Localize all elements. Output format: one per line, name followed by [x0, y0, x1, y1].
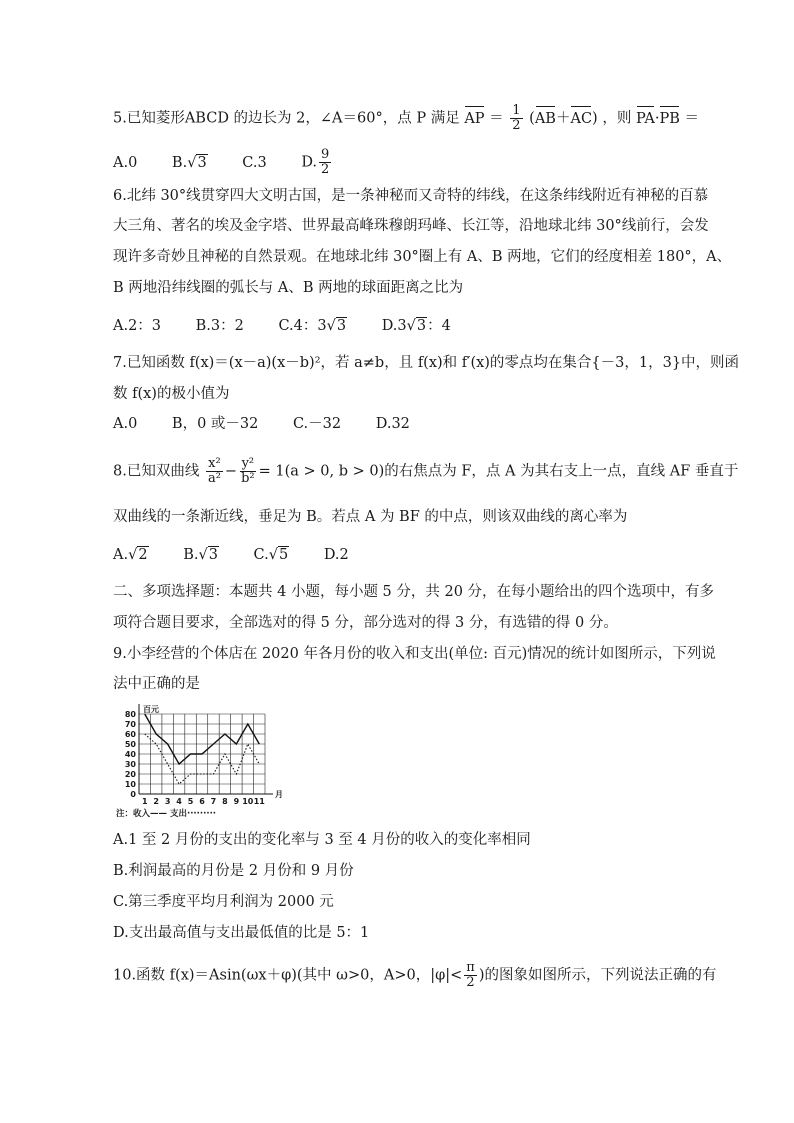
fraction-half: $\frac{1}{2}$ — [512, 103, 521, 133]
x-tick-label: 8 — [222, 797, 228, 806]
q9-option-d: D.支出最高值与支出最低值的比是 5：1 — [113, 925, 370, 941]
income-expense-chart — [113, 700, 293, 820]
y-axis-label: 百元 — [143, 705, 159, 714]
vector-ac: AC — [570, 110, 593, 127]
y-tick-label: 20 — [124, 770, 136, 779]
q5-option-d: D. $\frac{9}{2}$ — [301, 147, 330, 177]
x-tick-label: 4 — [176, 797, 182, 806]
vector-ap: AP — [464, 110, 485, 127]
x-tick-label: 3 — [164, 797, 171, 806]
y-tick-label: 50 — [124, 740, 136, 749]
q8-option-c: C.√5 — [253, 547, 289, 563]
q9-line-1: 9.小李经营的个体店在 2020 年各月份的收入和支出(单位: 百元)情况的统计如图所示，下列说 — [113, 646, 716, 662]
q6-option-d: D.3√3：4 — [381, 318, 451, 334]
vector-pa: PA — [635, 110, 655, 127]
q8-options — [113, 545, 379, 565]
chart-legend-note: 注：收入—— 支出········· — [116, 809, 217, 819]
q6-options — [113, 316, 481, 336]
q6-line-2: 大三角、著名的埃及金字塔、世界最高峰珠穆朗玛峰、长江等，沿地球北纬 30°线前行，会发 — [113, 218, 709, 234]
y-tick-label: 70 — [124, 720, 136, 729]
q7-line-1: 7.已知函数 f(x)＝(x－a)(x－b)²，若 a≠b，且 f(x)和 f′(x)的零点均在集合{－3，1，3}中，则函 — [113, 355, 740, 371]
q7-option-c: C.－32 — [292, 416, 342, 432]
q6-option-a: A.2：3 — [113, 318, 162, 334]
q8-option-b: B.√3 — [183, 547, 218, 563]
q6-line-4: B 两地沿纬线圈的弧长与 A、B 两地的球面距离之比为 — [113, 280, 464, 296]
q10-stem: 10.函数 f(x)＝Asin(ωx＋φ)(其中 ω>0，A>0，|φ|< $\frac{\pi}{2}$ )的图象如图所示，下列说法正确的有 — [113, 960, 717, 990]
y-tick-label: 40 — [124, 750, 136, 759]
x-tick-label: 1 — [141, 797, 148, 806]
q6-option-c: C.4：3√3 — [278, 318, 347, 334]
y-tick-label: 60 — [124, 730, 136, 739]
q6-line-1: 6.北纬 30°线贯穿四大文明古国，是一条神秘而又奇特的纬线，在这条纬线附近有神秘的百慕 — [113, 188, 709, 204]
q5-option-a: A.0 — [113, 154, 138, 171]
vector-ab: AB — [534, 110, 556, 127]
x-tick-label: 5 — [187, 797, 194, 806]
section2-line-2: 项符合题目要求，全部选对的得 5 分，部分选对的得 3 分，有选错的得 0 分。 — [113, 615, 618, 631]
q9-option-c: C.第三季度平均月利润为 2000 元 — [113, 894, 334, 910]
section2-line-1: 二、多项选择题：本题共 4 小题，每小题 5 分，共 20 分，在每小题给出的四个选项中，有多 — [113, 584, 715, 600]
q7-options — [113, 414, 440, 434]
fraction-y2-b2: $\frac{\text{y²}}{\text{b²}}$ — [241, 456, 255, 486]
q7-option-a: A.0 — [113, 416, 138, 432]
q9-option-a: A.1 至 2 月份的支出的变化率与 3 至 4 月份的收入的变化率相同 — [113, 832, 531, 848]
q7-line-2: 数 f(x)的极小值为 — [113, 386, 230, 402]
q5-options — [113, 148, 363, 177]
q6-line-3: 现许多奇妙且神秘的自然景观。在地球北纬 30°圈上有 A、B 两地，它们的经度相差 180°，A、 — [113, 249, 732, 265]
x-tick-label: 7 — [210, 797, 217, 806]
x-axis-label: 月 — [275, 790, 283, 799]
y-tick-label: 30 — [124, 760, 136, 769]
y-tick-label: 10 — [124, 780, 136, 789]
q6-option-b: B.3：2 — [195, 318, 244, 334]
x-tick-label: 10 — [242, 797, 254, 806]
q5-stem: 5.已知菱形ABCD 的边长为 2，∠A＝60°，点 P 满足 AP ＝ $\frac{1}{2}$ (AB＋AC) ，则 PA·PB ＝ — [113, 103, 699, 133]
q5-option-c: C.3 — [242, 154, 267, 171]
vector-pb: PB — [659, 110, 680, 127]
q5-option-b: B.√3 — [171, 154, 207, 171]
q8-line-2: 双曲线的一条渐近线，垂足为 B。若点 A 为 BF 的中点，则该双曲线的离心率为 — [113, 509, 628, 525]
q8-option-a: A.√2 — [113, 547, 148, 563]
fraction-x2-a2: $\frac{\text{x²}}{\text{a²}}$ — [207, 456, 221, 486]
q9-line-2: 法中正确的是 — [113, 676, 200, 692]
x-tick-label: 9 — [233, 797, 240, 806]
x-tick-label: 6 — [199, 797, 205, 806]
fraction-pi-2: $\frac{\pi}{2}$ — [466, 960, 475, 990]
q7-option-b: B，0 或－32 — [171, 416, 259, 432]
x-tick-label: 11 — [253, 797, 265, 806]
y-tick-label: 0 — [130, 790, 136, 799]
chart-svg — [113, 700, 293, 810]
q7-option-d: D.32 — [375, 416, 410, 432]
q9-option-b: B.利润最高的月份是 2 月份和 9 月份 — [113, 863, 354, 879]
x-tick-label: 2 — [153, 797, 159, 806]
y-tick-label: 80 — [124, 710, 136, 719]
q8-stem: 8.已知双曲线 $\frac{\text{x²}}{\text{a²}}$ − $\frac{\text{y²}}{\text{b²}}$ = 1(a > 0, b > 0)的右焦点为 F，点 A 为其右支上一点，直线 AF 垂直于 — [113, 456, 739, 486]
q8-option-d: D.2 — [323, 547, 349, 563]
